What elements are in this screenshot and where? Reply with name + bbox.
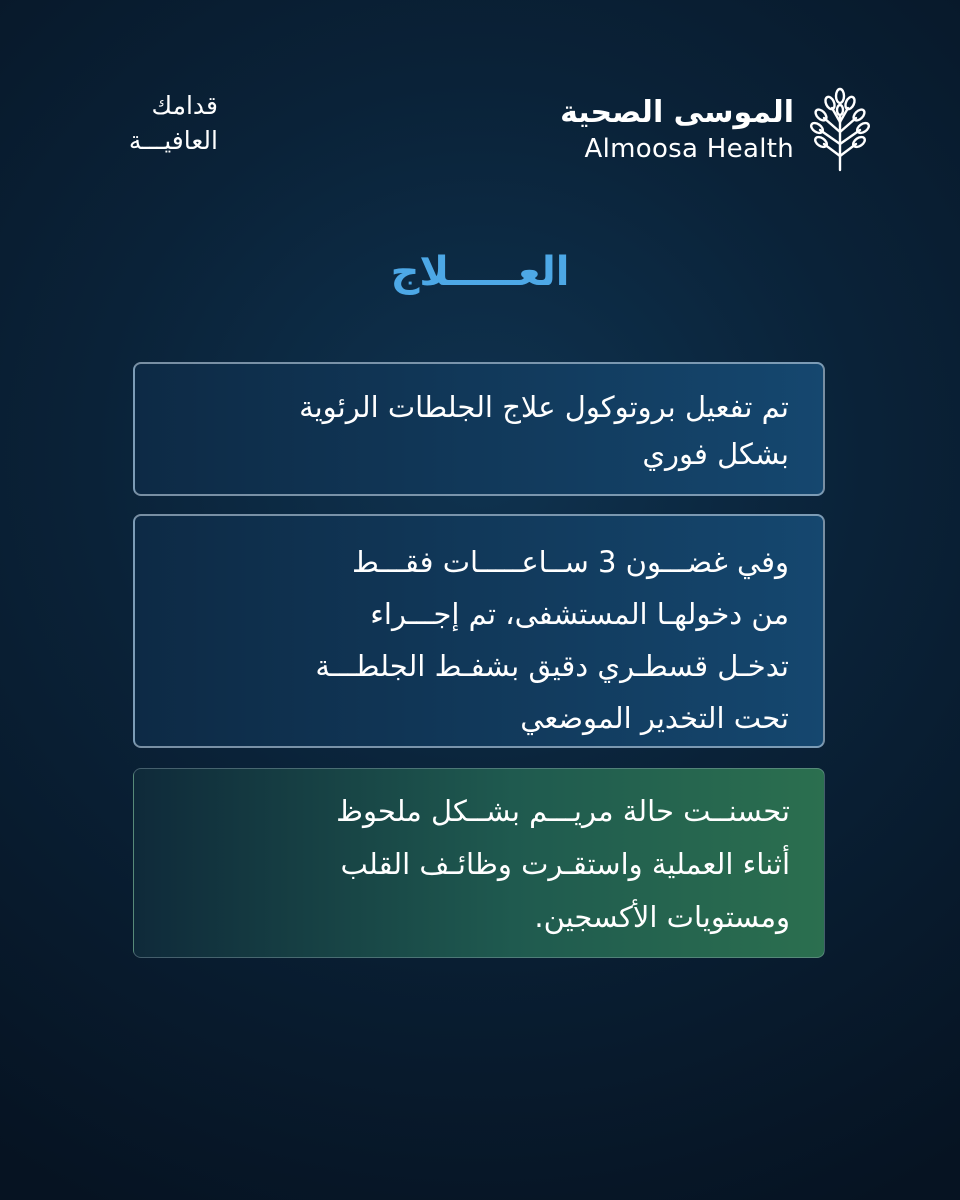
card-text-line: تدخـل قسطـري دقيق بشفـط الجلطـــة [315, 649, 789, 683]
brand-name-english: Almoosa Health [584, 134, 794, 164]
card-text-line: تحت التخدير الموضعي [520, 701, 789, 735]
card-text-line: تم تفعيل بروتوكول علاج الجلطات الرئوية [299, 390, 789, 424]
card-text-line: تحسنــت حالة مريـــم بشــكل ملحوظ [336, 794, 790, 828]
outcome-card [133, 768, 825, 958]
card-text-line: وفي غضـــون 3 ســاعـــــات فقـــط [351, 545, 789, 579]
brand-block [560, 86, 872, 174]
card-text-line: من دخولهـا المستشفى، تم إجـــراء [370, 597, 789, 631]
treatment-card-1 [133, 362, 825, 496]
section-title: العـــــلاج [390, 249, 570, 295]
tagline-line-1: قدامك [151, 91, 218, 120]
card-text-line: ومستويات الأكسجين. [534, 900, 790, 934]
olive-tree-logo-icon [808, 86, 872, 174]
tagline [88, 88, 218, 158]
card-text-line: أثناء العملية واستقـرت وظائـف القلب [340, 847, 790, 881]
card-text-line: بشكل فوري [642, 437, 789, 471]
brand-name-arabic: الموسى الصحية [560, 95, 794, 130]
brand-text [560, 94, 794, 166]
tagline-line-2: العافيـــة [128, 126, 218, 155]
treatment-card-2 [133, 514, 825, 748]
